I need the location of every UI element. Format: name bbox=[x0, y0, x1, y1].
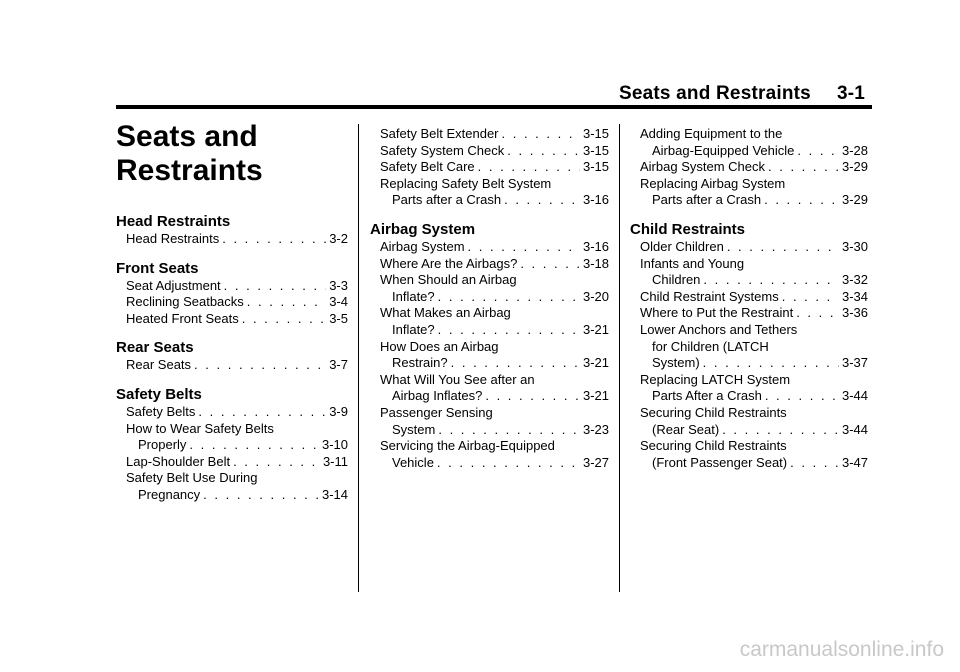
toc-entry[interactable] bbox=[370, 388, 609, 405]
toc-entry-line1[interactable]: Adding Equipment to the bbox=[640, 126, 783, 141]
toc-entry-text: Inflate? bbox=[392, 288, 435, 304]
header-title: Seats and Restraints bbox=[618, 83, 811, 104]
section-heading-rear-seats: Rear Seats bbox=[116, 339, 194, 357]
toc-entry[interactable] bbox=[370, 455, 609, 472]
toc-entry-page: 3-16 bbox=[582, 192, 609, 208]
toc-entry[interactable] bbox=[630, 355, 868, 372]
toc-entry-page: 3-28 bbox=[841, 142, 868, 158]
column-divider-1 bbox=[358, 124, 359, 592]
leader-dots bbox=[438, 422, 580, 439]
toc-entry-line1[interactable]: When Should an Airbag bbox=[380, 272, 517, 288]
toc-entry-text: Airbag Inflates? bbox=[392, 388, 483, 404]
toc-entry[interactable] bbox=[370, 192, 609, 209]
toc-entry-page: 3-9 bbox=[329, 403, 348, 419]
toc-entry-page: 3-5 bbox=[329, 310, 348, 326]
toc-entry-line1[interactable]: How Does an Airbag bbox=[380, 338, 499, 354]
leader-dots bbox=[203, 487, 319, 504]
toc-entry-page: 3-37 bbox=[841, 355, 868, 371]
toc-entry-text: Airbag System Check bbox=[640, 159, 765, 175]
leader-dots bbox=[520, 256, 580, 273]
toc-entry[interactable] bbox=[116, 311, 348, 328]
toc-entry-page: 3-3 bbox=[329, 277, 348, 293]
column-divider-2 bbox=[619, 124, 620, 592]
leader-dots bbox=[765, 388, 839, 405]
chapter-title-line1: Seats and bbox=[116, 120, 258, 153]
toc-entry-page: 3-4 bbox=[329, 294, 348, 310]
toc-entry-line1[interactable]: Lower Anchors and Tethers bbox=[640, 321, 798, 337]
toc-entry-page: 3-21 bbox=[582, 388, 609, 404]
toc-entry-page: 3-29 bbox=[841, 159, 868, 175]
toc-entry-page: 3-7 bbox=[329, 357, 348, 373]
toc-entry-line1[interactable]: Safety Belt Use During bbox=[126, 470, 258, 486]
leader-dots bbox=[796, 305, 839, 322]
toc-entry-text: Pregnancy bbox=[138, 486, 201, 502]
toc-entry-text: Airbag System bbox=[380, 238, 465, 254]
toc-entry-line1[interactable]: Replacing LATCH System bbox=[640, 371, 791, 387]
toc-entry-page: 3-44 bbox=[841, 388, 868, 404]
toc-entry[interactable] bbox=[370, 256, 609, 273]
toc-entry[interactable] bbox=[630, 143, 868, 160]
section-heading-safety-belts: Safety Belts bbox=[116, 385, 202, 403]
toc-entry-text: System bbox=[392, 421, 436, 437]
leader-dots bbox=[438, 289, 580, 306]
toc-entry-text: Head Restraints bbox=[126, 231, 220, 246]
toc-entry-line1[interactable]: Securing Child Restraints bbox=[640, 404, 787, 420]
leader-dots bbox=[764, 192, 839, 209]
toc-entry[interactable] bbox=[370, 422, 609, 439]
toc-entry[interactable] bbox=[630, 289, 868, 306]
toc-entry-page: 3-36 bbox=[841, 305, 868, 321]
leader-dots bbox=[782, 289, 839, 306]
toc-entry-text: Reclining Seatbacks bbox=[126, 294, 244, 310]
leader-dots bbox=[233, 454, 320, 471]
toc-entry-page: 3-14 bbox=[321, 486, 348, 502]
toc-entry[interactable] bbox=[370, 159, 609, 176]
toc-entry-page: 3-2 bbox=[329, 231, 348, 246]
toc-entry-text: Vehicle bbox=[392, 454, 434, 470]
toc-entry[interactable] bbox=[116, 357, 348, 374]
chapter-title bbox=[116, 120, 348, 188]
toc-entry-page: 3-15 bbox=[582, 126, 609, 141]
toc-entry[interactable] bbox=[630, 272, 868, 289]
toc-entry-text: Lap-Shoulder Belt bbox=[126, 453, 231, 469]
header-page-number: 3-1 bbox=[836, 83, 865, 104]
leader-dots bbox=[222, 231, 326, 248]
toc-entry[interactable] bbox=[370, 239, 609, 256]
section-heading-child-restraints: Child Restraints bbox=[630, 220, 746, 238]
toc-entry[interactable] bbox=[370, 289, 609, 306]
toc-entry-page: 3-34 bbox=[841, 288, 868, 304]
toc-entry-line1[interactable]: Servicing the Airbag-Equipped bbox=[380, 438, 555, 454]
toc-entry[interactable] bbox=[370, 355, 609, 372]
toc-entry[interactable] bbox=[116, 278, 348, 295]
toc-entry-text: Rear Seats bbox=[126, 357, 192, 373]
toc-entry[interactable] bbox=[630, 388, 868, 405]
toc-entry-page: 3-10 bbox=[321, 437, 348, 453]
toc-entry-line2[interactable]: for Children (LATCH bbox=[652, 338, 769, 354]
toc-column-3 bbox=[630, 126, 868, 471]
toc-entry-text: Airbag-Equipped Vehicle bbox=[652, 142, 795, 158]
toc-entry[interactable] bbox=[630, 455, 868, 472]
toc-entry-page: 3-18 bbox=[582, 255, 609, 271]
toc-entry-line1[interactable]: What Makes an Airbag bbox=[380, 305, 511, 321]
toc-entry[interactable] bbox=[116, 487, 348, 504]
leader-dots bbox=[485, 388, 580, 405]
toc-entry[interactable] bbox=[370, 126, 609, 143]
leader-dots bbox=[502, 126, 580, 143]
toc-entry-text: Parts after a Crash bbox=[652, 192, 762, 208]
toc-entry-page: 3-15 bbox=[582, 142, 609, 158]
toc-entry-line1[interactable]: Passenger Sensing bbox=[380, 404, 493, 420]
toc-entry-text: Properly bbox=[138, 437, 187, 453]
leader-dots bbox=[722, 422, 839, 439]
toc-entry-page: 3-44 bbox=[841, 421, 868, 437]
toc-entry-text: Where to Put the Restraint bbox=[640, 305, 794, 321]
toc-entry[interactable] bbox=[116, 231, 348, 248]
watermark-text: carmanualsonline.info bbox=[739, 638, 944, 661]
header-rule bbox=[116, 105, 872, 109]
toc-entry-page: 3-21 bbox=[582, 355, 609, 371]
leader-dots bbox=[438, 322, 580, 339]
toc-entry[interactable] bbox=[116, 294, 348, 311]
toc-entry-text: Parts After a Crash bbox=[652, 388, 762, 404]
toc-entry-text: Seat Adjustment bbox=[126, 277, 221, 293]
toc-entry[interactable] bbox=[630, 192, 868, 209]
leader-dots bbox=[468, 239, 580, 256]
leader-dots bbox=[703, 272, 839, 289]
toc-entry-page: 3-32 bbox=[841, 272, 868, 288]
chapter-title-line2: Restraints bbox=[116, 154, 263, 187]
toc-entry[interactable] bbox=[630, 422, 868, 439]
toc-entry-text: Restrain? bbox=[392, 355, 448, 371]
toc-entry[interactable] bbox=[370, 143, 609, 160]
toc-entry[interactable] bbox=[116, 437, 348, 454]
toc-entry-text: Where Are the Airbags? bbox=[380, 255, 518, 271]
toc-entry-page: 3-29 bbox=[841, 192, 868, 208]
toc-entry-line1[interactable]: Replacing Airbag System bbox=[640, 175, 786, 191]
toc-entry-text: Inflate? bbox=[392, 321, 435, 337]
leader-dots bbox=[451, 355, 580, 372]
toc-entry-page: 3-16 bbox=[582, 238, 609, 254]
toc-entry-page: 3-11 bbox=[322, 453, 348, 469]
leader-dots bbox=[189, 437, 319, 454]
toc-column-1 bbox=[116, 120, 348, 504]
toc-entry[interactable] bbox=[370, 322, 609, 339]
leader-dots bbox=[507, 143, 580, 160]
toc-entry-text: Safety Belt Extender bbox=[380, 126, 499, 141]
leader-dots bbox=[198, 404, 326, 421]
leader-dots bbox=[242, 311, 326, 328]
leader-dots bbox=[224, 278, 327, 295]
section-heading-head-restraints: Head Restraints bbox=[116, 213, 231, 230]
toc-entry-page: 3-23 bbox=[582, 421, 609, 437]
toc-entry[interactable] bbox=[630, 239, 868, 256]
toc-entry-text: (Rear Seat) bbox=[652, 421, 720, 437]
toc-entry-page: 3-47 bbox=[841, 454, 868, 470]
leader-dots bbox=[437, 455, 580, 472]
leader-dots bbox=[478, 159, 580, 176]
toc-entry-page: 3-27 bbox=[582, 454, 609, 470]
toc-entry-text: Children bbox=[652, 272, 701, 288]
leader-dots bbox=[790, 455, 839, 472]
leader-dots bbox=[194, 357, 326, 374]
toc-entry[interactable] bbox=[630, 305, 868, 322]
toc-entry-line1[interactable]: What Will You See after an bbox=[380, 371, 535, 387]
toc-entry-text: Safety Belts bbox=[126, 403, 196, 419]
toc-entry[interactable] bbox=[116, 404, 348, 421]
section-heading-front-seats: Front Seats bbox=[116, 259, 199, 277]
toc-entry[interactable] bbox=[116, 454, 348, 471]
leader-dots bbox=[727, 239, 839, 256]
toc-entry-line1[interactable]: Infants and Young bbox=[640, 255, 745, 271]
toc-entry-line1[interactable]: Replacing Safety Belt System bbox=[380, 175, 552, 191]
toc-entry-page: 3-20 bbox=[582, 288, 609, 304]
toc-entry-page: 3-30 bbox=[841, 238, 868, 254]
toc-column-2 bbox=[370, 126, 609, 471]
toc-entry-text: Older Children bbox=[640, 238, 724, 254]
toc-entry-line1[interactable]: How to Wear Safety Belts bbox=[126, 420, 274, 436]
toc-entry-page: 3-15 bbox=[582, 159, 609, 175]
toc-entry-text: Child Restraint Systems bbox=[640, 288, 779, 304]
toc-entry-page: 3-21 bbox=[582, 321, 609, 337]
toc-entry-text: (Front Passenger Seat) bbox=[652, 454, 788, 470]
toc-entry-text: Safety System Check bbox=[380, 142, 505, 158]
toc-entry-text: System) bbox=[652, 355, 700, 371]
leader-dots bbox=[703, 355, 839, 372]
toc-entry-line1[interactable]: Securing Child Restraints bbox=[640, 438, 787, 454]
leader-dots bbox=[504, 192, 580, 209]
section-heading-airbag-system: Airbag System bbox=[370, 220, 476, 238]
leader-dots bbox=[247, 294, 326, 311]
leader-dots bbox=[797, 143, 839, 160]
toc-entry[interactable] bbox=[630, 159, 868, 176]
toc-entry-text: Safety Belt Care bbox=[380, 159, 475, 175]
toc-entry-text: Heated Front Seats bbox=[126, 310, 239, 326]
page-header bbox=[619, 83, 865, 105]
leader-dots bbox=[768, 159, 839, 176]
toc-entry-text: Parts after a Crash bbox=[392, 192, 502, 208]
